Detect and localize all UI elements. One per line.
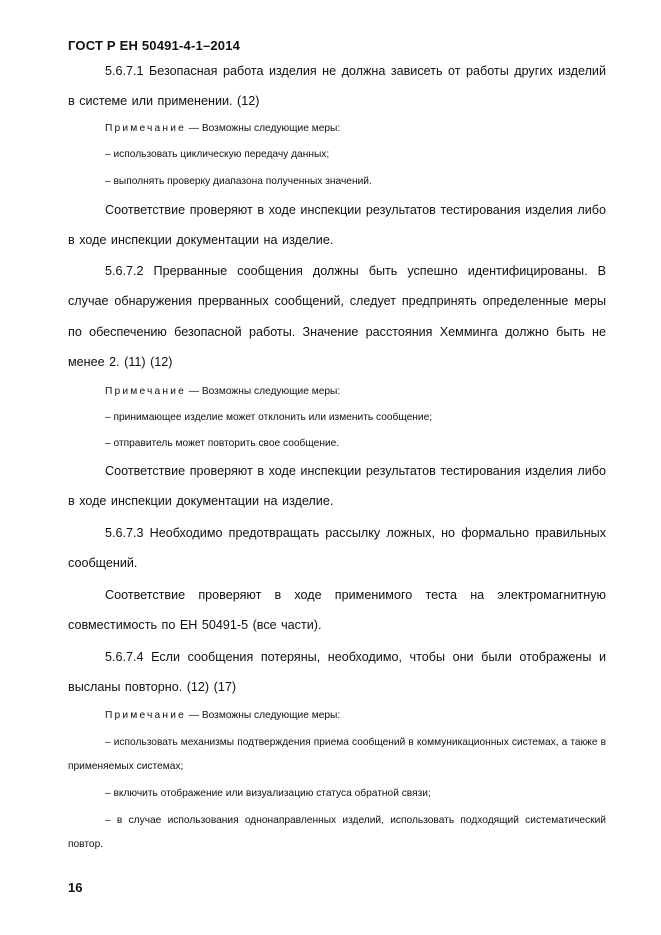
note-label: Примечание xyxy=(105,123,186,134)
note-1-item-1: – использовать циклическую передачу данных; xyxy=(105,149,330,160)
note-4 xyxy=(68,703,606,729)
note-1-item-2: – выполнять проверку диапазона полученных значений. xyxy=(105,176,372,187)
compliance-3: Соответствие проверяют в ходе применимого теста на электромагнитную совместимость по ЕН 50491-5 (все части). xyxy=(68,588,606,633)
compliance-2: Соответствие проверяют в ходе инспекции результатов тестирования изделия либо в ходе инспекции документации на изделие. xyxy=(68,464,606,509)
note-1 xyxy=(68,116,606,142)
page-number: 16 xyxy=(68,880,83,895)
note-label: Примечание xyxy=(105,386,186,397)
note-lead: — Возможны следующие меры: xyxy=(185,386,341,397)
note-label: Примечание xyxy=(105,710,186,721)
compliance-1: Соответствие проверяют в ходе инспекции результатов тестирования изделия либо в ходе инспекции документации на изделие. xyxy=(68,203,606,248)
clause-5-6-7-2: 5.6.7.2 Прерванные сообщения должны быть успешно идентифицированы. В случае обнаружения прерванных сообщений, следует предпринять определенные меры по обеспечению безопасной работы. Значение расстояния Хемминга должно быть не менее 2. (11) (12) xyxy=(68,264,606,370)
note-4-item-2: – включить отображение или визуализацию статуса обратной связи; xyxy=(105,788,431,799)
note-lead: — Возможны следующие меры: xyxy=(185,123,341,134)
note-2-item-2: – отправитель может повторить свое сообщение. xyxy=(105,438,340,449)
note-4-item-1: – использовать механизмы подтверждения приема сообщений в коммуникационных системах, а также в применяемых системах; xyxy=(68,737,606,772)
note-4-item-3: – в случае использования однонаправленных изделий, использовать подходящий систематический повтор. xyxy=(68,815,606,850)
clause-5-6-7-1: 5.6.7.1 Безопасная работа изделия не должна зависеть от работы других изделий в системе или применении. (12) xyxy=(68,64,606,109)
note-2 xyxy=(68,379,606,405)
note-2-item-1: – принимающее изделие может отклонить или изменить сообщение; xyxy=(105,412,433,423)
note-lead: — Возможны следующие меры: xyxy=(185,710,341,721)
clause-5-6-7-3: 5.6.7.3 Необходимо предотвращать рассылку ложных, но формально правильных сообщений. xyxy=(68,526,606,571)
standard-header: ГОСТ Р ЕН 50491-4-1–2014 xyxy=(68,38,241,53)
clause-5-6-7-4: 5.6.7.4 Если сообщения потеряны, необходимо, чтобы они были отображены и высланы повторно. (12) (17) xyxy=(68,650,606,695)
